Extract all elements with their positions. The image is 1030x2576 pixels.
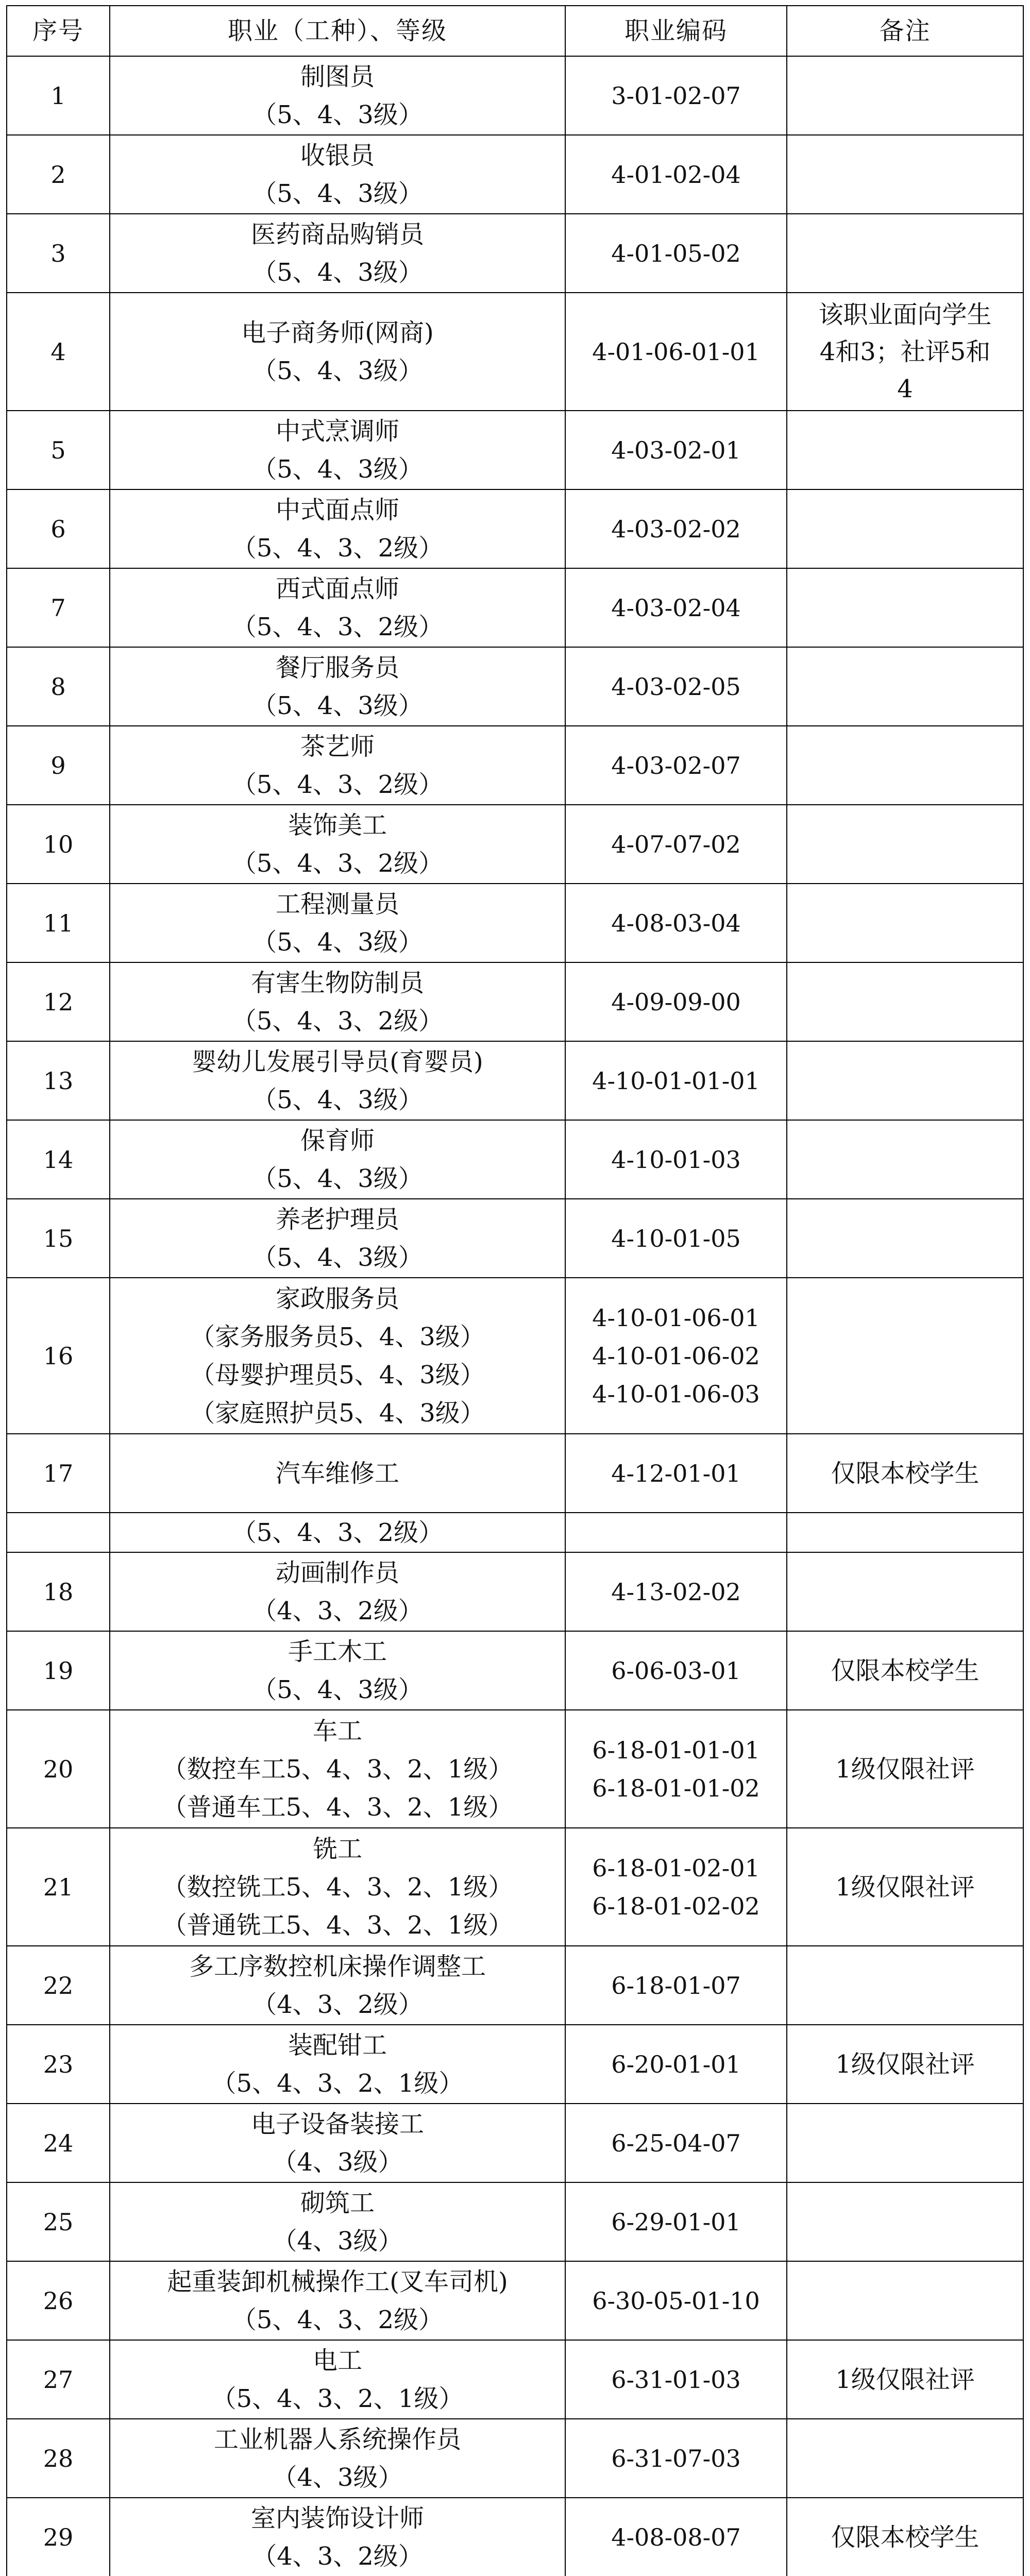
cell-occupation-line: 装饰美工 xyxy=(288,810,387,840)
cell-note xyxy=(787,1278,1023,1434)
table-row xyxy=(7,1120,1023,1199)
cell-note xyxy=(787,1199,1023,1278)
cell-seq: 2 xyxy=(7,135,110,214)
cell-note-line: 1级仅限社评 xyxy=(835,1872,975,1902)
cell-code xyxy=(565,1946,787,2025)
cell-code xyxy=(565,1041,787,1120)
cell-occupation-line: （5、4、3级） xyxy=(252,179,423,208)
cell-seq: 13 xyxy=(7,1041,110,1120)
cell-code xyxy=(565,1710,787,1828)
cell-occupation xyxy=(110,1828,565,1946)
cell-note xyxy=(787,2261,1023,2340)
cell-occupation-line: 养老护理员 xyxy=(275,1205,399,1234)
cell-code-line: 4-10-01-06-02 xyxy=(592,1342,760,1370)
table-row xyxy=(7,647,1023,726)
cell-occupation-line: （数控铣工5、4、3、2、1级） xyxy=(162,1872,513,1902)
table-row xyxy=(7,1552,1023,1631)
cell-code xyxy=(565,1434,787,1513)
cell-note xyxy=(787,1120,1023,1199)
table-row xyxy=(7,962,1023,1041)
cell-code-line: 6-20-01-01 xyxy=(611,2050,741,2078)
cell-code-line: 6-18-01-02-01 xyxy=(592,1854,760,1882)
cell-code xyxy=(565,1513,787,1552)
cell-occupation-line: （4、3级） xyxy=(272,2226,403,2256)
cell-note xyxy=(787,1946,1023,2025)
cell-occupation-line: （5、4、3级） xyxy=(252,356,423,385)
cell-note xyxy=(787,1631,1023,1710)
cell-code-line: 4-10-01-03 xyxy=(611,1145,741,1174)
cell-code xyxy=(565,2498,787,2576)
cell-code-line: 6-18-01-07 xyxy=(611,1971,741,1999)
cell-seq: 12 xyxy=(7,962,110,1041)
cell-occupation-line: 汽车维修工 xyxy=(275,1459,399,1488)
cell-occupation-line: （5、4、3级） xyxy=(252,454,423,484)
cell-code-line: 4-12-01-01 xyxy=(611,1459,741,1487)
cell-code-line: 4-03-02-02 xyxy=(611,515,741,543)
table-header-row xyxy=(7,6,1023,56)
cell-occupation-line: 中式面点师 xyxy=(275,495,399,524)
cell-occupation xyxy=(110,135,565,214)
table-row xyxy=(7,56,1023,135)
cell-occupation xyxy=(110,214,565,293)
cell-occupation-line: （数控车工5、4、3、2、1级） xyxy=(162,1754,513,1784)
cell-code-line: 4-10-01-06-01 xyxy=(592,1303,760,1332)
cell-occupation xyxy=(110,805,565,884)
cell-occupation xyxy=(110,56,565,135)
cell-seq: 14 xyxy=(7,1120,110,1199)
cell-code xyxy=(565,962,787,1041)
cell-occupation-line: 茶艺师 xyxy=(300,732,375,761)
cell-code-line: 4-01-05-02 xyxy=(611,239,741,267)
table-row xyxy=(7,568,1023,647)
cell-occupation-line: 室内装饰设计师 xyxy=(250,2503,424,2533)
occupation-table xyxy=(6,5,1024,2576)
cell-note-line: 仅限本校学生 xyxy=(831,1656,980,1685)
cell-note-line: 该职业面向学生 xyxy=(818,300,992,329)
table-row xyxy=(7,1631,1023,1710)
cell-code-line: 3-01-02-07 xyxy=(611,81,741,110)
cell-note xyxy=(787,411,1023,489)
cell-occupation-line: 制图员 xyxy=(300,62,375,91)
cell-code xyxy=(565,1828,787,1946)
cell-seq: 11 xyxy=(7,884,110,962)
cell-occupation-line: （5、4、3级） xyxy=(252,1085,423,1114)
cell-code-line: 4-01-06-01-01 xyxy=(592,337,760,366)
cell-seq: 9 xyxy=(7,726,110,805)
cell-seq: 3 xyxy=(7,214,110,293)
table-row xyxy=(7,1041,1023,1120)
cell-occupation xyxy=(110,568,565,647)
cell-code-line: 6-31-01-03 xyxy=(611,2365,741,2394)
cell-code xyxy=(565,884,787,962)
cell-seq: 25 xyxy=(7,2182,110,2261)
cell-seq: 22 xyxy=(7,1946,110,2025)
cell-occupation-line: （4、3、2级） xyxy=(252,1596,423,1625)
cell-occupation-line: 婴幼儿发展引导员(育婴员) xyxy=(192,1047,483,1076)
cell-occupation-line: 家政服务员 xyxy=(275,1284,399,1313)
cell-occupation-line: （母婴护理员5、4、3级） xyxy=(190,1360,485,1389)
table-row xyxy=(7,1513,1023,1552)
cell-code xyxy=(565,568,787,647)
cell-occupation xyxy=(110,1120,565,1199)
cell-occupation-line: （5、4、3、2级） xyxy=(231,612,444,641)
cell-code-line: 4-09-09-00 xyxy=(611,988,741,1016)
cell-code-line: 6-25-04-07 xyxy=(611,2129,741,2157)
cell-note xyxy=(787,962,1023,1041)
cell-seq: 16 xyxy=(7,1278,110,1434)
cell-note xyxy=(787,2498,1023,2576)
table-row xyxy=(7,805,1023,884)
table-row xyxy=(7,726,1023,805)
cell-occupation xyxy=(110,962,565,1041)
table-row xyxy=(7,2104,1023,2182)
cell-occupation xyxy=(110,2182,565,2261)
cell-code-line: 4-03-02-07 xyxy=(611,751,741,779)
cell-occupation xyxy=(110,2419,565,2498)
cell-occupation-line: （5、4、3级） xyxy=(252,1243,423,1272)
cell-note-line: 1级仅限社评 xyxy=(835,1754,975,1784)
cell-code-line: 4-08-08-07 xyxy=(611,2523,741,2551)
cell-occupation-line: 动画制作员 xyxy=(275,1558,399,1587)
table-row xyxy=(7,1278,1023,1434)
cell-code xyxy=(565,2419,787,2498)
cell-occupation-line: 电工 xyxy=(312,2346,362,2375)
cell-code-line: 4-13-02-02 xyxy=(611,1578,741,1606)
cell-note xyxy=(787,1041,1023,1120)
cell-occupation-line: 有害生物防制员 xyxy=(250,968,424,997)
cell-code xyxy=(565,411,787,489)
table-row xyxy=(7,293,1023,411)
cell-code xyxy=(565,293,787,411)
cell-seq: 26 xyxy=(7,2261,110,2340)
cell-note xyxy=(787,135,1023,214)
cell-note-line: 仅限本校学生 xyxy=(831,1459,980,1488)
cell-seq: 23 xyxy=(7,2025,110,2104)
cell-note-line: 1级仅限社评 xyxy=(835,2049,975,2079)
cell-occupation-line: 餐厅服务员 xyxy=(275,653,399,682)
cell-occupation-line: （家务服务员5、4、3级） xyxy=(190,1322,485,1351)
cell-note xyxy=(787,489,1023,568)
cell-occupation-line: 车工 xyxy=(312,1716,362,1745)
cell-occupation xyxy=(110,2261,565,2340)
cell-note xyxy=(787,214,1023,293)
cell-occupation-line: （5、4、3、2、1级） xyxy=(211,2069,464,2098)
cell-note-line: 仅限本校学生 xyxy=(831,2522,980,2552)
cell-occupation-line: （4、3、2级） xyxy=(252,2541,423,2571)
cell-seq: 24 xyxy=(7,2104,110,2182)
cell-occupation xyxy=(110,1041,565,1120)
cell-code xyxy=(565,2104,787,2182)
cell-code-line: 4-03-02-04 xyxy=(611,594,741,622)
cell-occupation-line: 电子商务师(网商) xyxy=(241,318,434,347)
cell-occupation-line: （5、4、3、2级） xyxy=(231,1518,444,1547)
cell-note xyxy=(787,56,1023,135)
cell-seq: 5 xyxy=(7,411,110,489)
table-row xyxy=(7,489,1023,568)
cell-occupation xyxy=(110,2104,565,2182)
cell-code xyxy=(565,2261,787,2340)
cell-occupation-line: 医药商品购销员 xyxy=(250,219,424,249)
cell-occupation-line: 工业机器人系统操作员 xyxy=(213,2425,461,2454)
cell-occupation-line: （5、4、3级） xyxy=(252,1164,423,1193)
cell-occupation xyxy=(110,726,565,805)
cell-occupation-line: （5、4、3、2级） xyxy=(231,1006,444,1036)
cell-code xyxy=(565,489,787,568)
table-row xyxy=(7,2182,1023,2261)
cell-code-line: 6-06-03-01 xyxy=(611,1656,741,1685)
cell-code xyxy=(565,2182,787,2261)
cell-code-line: 6-30-05-01-10 xyxy=(592,2286,760,2315)
cell-occupation-line: （5、4、3、2级） xyxy=(231,2305,444,2334)
table-row xyxy=(7,1434,1023,1513)
cell-code-line: 4-01-02-04 xyxy=(611,160,741,189)
cell-occupation-line: 工程测量员 xyxy=(275,889,399,919)
cell-note xyxy=(787,1710,1023,1828)
cell-occupation xyxy=(110,1199,565,1278)
cell-note xyxy=(787,1828,1023,1946)
cell-code-line: 4-10-01-01-01 xyxy=(592,1066,760,1095)
cell-occupation-line: 装配钳工 xyxy=(288,2030,387,2060)
table-row xyxy=(7,135,1023,214)
cell-occupation-line: （5、4、3、2级） xyxy=(231,849,444,878)
cell-note xyxy=(787,2104,1023,2182)
cell-code-line: 4-03-02-01 xyxy=(611,436,741,464)
cell-seq: 19 xyxy=(7,1631,110,1710)
cell-occupation-line: 西式面点师 xyxy=(275,574,399,603)
cell-note xyxy=(787,568,1023,647)
cell-seq: 15 xyxy=(7,1199,110,1278)
cell-note xyxy=(787,2025,1023,2104)
cell-code xyxy=(565,1199,787,1278)
cell-occupation-line: （5、4、3、2级） xyxy=(231,533,444,563)
cell-occupation-line: 铣工 xyxy=(312,1834,362,1863)
cell-occupation xyxy=(110,489,565,568)
cell-code xyxy=(565,2025,787,2104)
cell-occupation xyxy=(110,2025,565,2104)
table-row xyxy=(7,1946,1023,2025)
cell-occupation xyxy=(110,1631,565,1710)
cell-code-line: 6-18-01-02-02 xyxy=(592,1892,760,1920)
cell-note xyxy=(787,805,1023,884)
cell-seq: 6 xyxy=(7,489,110,568)
cell-seq: 21 xyxy=(7,1828,110,1946)
cell-note-line: 1级仅限社评 xyxy=(835,2365,975,2394)
cell-code xyxy=(565,56,787,135)
cell-note-line: 4和3；社评5和 xyxy=(819,337,991,366)
cell-occupation xyxy=(110,1278,565,1434)
cell-occupation xyxy=(110,884,565,962)
cell-seq: 1 xyxy=(7,56,110,135)
cell-note xyxy=(787,293,1023,411)
cell-code xyxy=(565,1552,787,1631)
cell-note xyxy=(787,647,1023,726)
cell-occupation xyxy=(110,293,565,411)
table-row xyxy=(7,1828,1023,1946)
cell-code-line: 6-29-01-01 xyxy=(611,2208,741,2236)
cell-code-line: 6-31-07-03 xyxy=(611,2444,741,2472)
table-row xyxy=(7,2419,1023,2498)
cell-code xyxy=(565,1631,787,1710)
cell-code-line: 6-18-01-01-01 xyxy=(592,1736,760,1764)
cell-occupation xyxy=(110,1434,565,1513)
cell-seq: 8 xyxy=(7,647,110,726)
table-row xyxy=(7,1199,1023,1278)
cell-occupation-line: （5、4、3级） xyxy=(252,691,423,720)
table-row xyxy=(7,411,1023,489)
cell-occupation-line: （5、4、3级） xyxy=(252,927,423,957)
table-row xyxy=(7,2340,1023,2419)
cell-occupation xyxy=(110,1513,565,1552)
cell-code-line: 6-18-01-01-02 xyxy=(592,1774,760,1802)
cell-seq: 20 xyxy=(7,1710,110,1828)
cell-occupation-line: （5、4、3级） xyxy=(252,258,423,287)
table-row xyxy=(7,2498,1023,2576)
cell-code xyxy=(565,1278,787,1434)
cell-occupation-line: （5、4、3、2级） xyxy=(231,770,444,799)
header-code: 职业编码 xyxy=(565,6,787,56)
cell-code xyxy=(565,1120,787,1199)
cell-occupation xyxy=(110,1946,565,2025)
cell-code-line: 4-10-01-05 xyxy=(611,1224,741,1252)
cell-code xyxy=(565,214,787,293)
cell-seq: 10 xyxy=(7,805,110,884)
cell-note xyxy=(787,1552,1023,1631)
cell-occupation-line: 手工木工 xyxy=(288,1637,387,1666)
cell-occupation xyxy=(110,1710,565,1828)
cell-occupation-line: （5、4、3级） xyxy=(252,100,423,129)
cell-seq: 29 xyxy=(7,2498,110,2576)
cell-note xyxy=(787,2340,1023,2419)
cell-occupation-line: （家庭照护员5、4、3级） xyxy=(190,1398,485,1428)
table-body xyxy=(7,56,1023,2576)
header-occupation: 职业（工种）、等级 xyxy=(110,6,565,56)
table-row xyxy=(7,884,1023,962)
cell-note xyxy=(787,2182,1023,2261)
cell-note xyxy=(787,2419,1023,2498)
cell-code xyxy=(565,805,787,884)
cell-seq: 4 xyxy=(7,293,110,411)
cell-note xyxy=(787,1434,1023,1513)
cell-code xyxy=(565,2340,787,2419)
cell-occupation-line: （4、3级） xyxy=(272,2147,403,2177)
cell-seq xyxy=(7,1513,110,1552)
cell-code-line: 4-03-02-05 xyxy=(611,672,741,701)
cell-occupation xyxy=(110,647,565,726)
cell-occupation-line: 砌筑工 xyxy=(300,2188,375,2217)
table-row xyxy=(7,214,1023,293)
cell-note xyxy=(787,1513,1023,1552)
cell-code xyxy=(565,135,787,214)
cell-code-line: 4-08-03-04 xyxy=(611,909,741,937)
cell-seq: 7 xyxy=(7,568,110,647)
cell-code xyxy=(565,726,787,805)
cell-occupation xyxy=(110,2340,565,2419)
cell-occupation-line: 中式烹调师 xyxy=(275,416,399,446)
cell-note xyxy=(787,726,1023,805)
cell-code xyxy=(565,647,787,726)
cell-occupation-line: （普通铣工5、4、3、2、1级） xyxy=(162,1910,513,1940)
cell-occupation-line: （普通车工5、4、3、2、1级） xyxy=(162,1792,513,1822)
cell-code-line: 4-10-01-06-03 xyxy=(592,1380,760,1408)
cell-occupation-line: 起重装卸机械操作工(叉车司机) xyxy=(167,2267,508,2296)
table-row xyxy=(7,1710,1023,1828)
table-row xyxy=(7,2025,1023,2104)
cell-note xyxy=(787,884,1023,962)
cell-occupation xyxy=(110,411,565,489)
cell-occupation-line: 收银员 xyxy=(300,141,375,170)
cell-code-line: 4-07-07-02 xyxy=(611,830,741,858)
cell-occupation xyxy=(110,2498,565,2576)
cell-occupation-line: 多工序数控机床操作调整工 xyxy=(189,1952,486,1981)
cell-occupation-line: （5、4、3、2、1级） xyxy=(211,2384,464,2413)
cell-occupation-line: 保育师 xyxy=(300,1126,375,1155)
cell-seq: 27 xyxy=(7,2340,110,2419)
cell-seq: 18 xyxy=(7,1552,110,1631)
table-row xyxy=(7,2261,1023,2340)
header-seq: 序号 xyxy=(7,6,110,56)
cell-occupation xyxy=(110,1552,565,1631)
document-page xyxy=(6,5,1023,2576)
cell-seq: 28 xyxy=(7,2419,110,2498)
cell-occupation-line: （4、3级） xyxy=(272,2463,403,2492)
cell-note-line: 4 xyxy=(897,374,913,403)
cell-seq: 17 xyxy=(7,1434,110,1513)
cell-occupation-line: （5、4、3级） xyxy=(252,1675,423,1704)
cell-occupation-line: 电子设备装接工 xyxy=(250,2109,424,2139)
header-note: 备注 xyxy=(787,6,1023,56)
cell-occupation-line: （4、3、2级） xyxy=(252,1990,423,2019)
